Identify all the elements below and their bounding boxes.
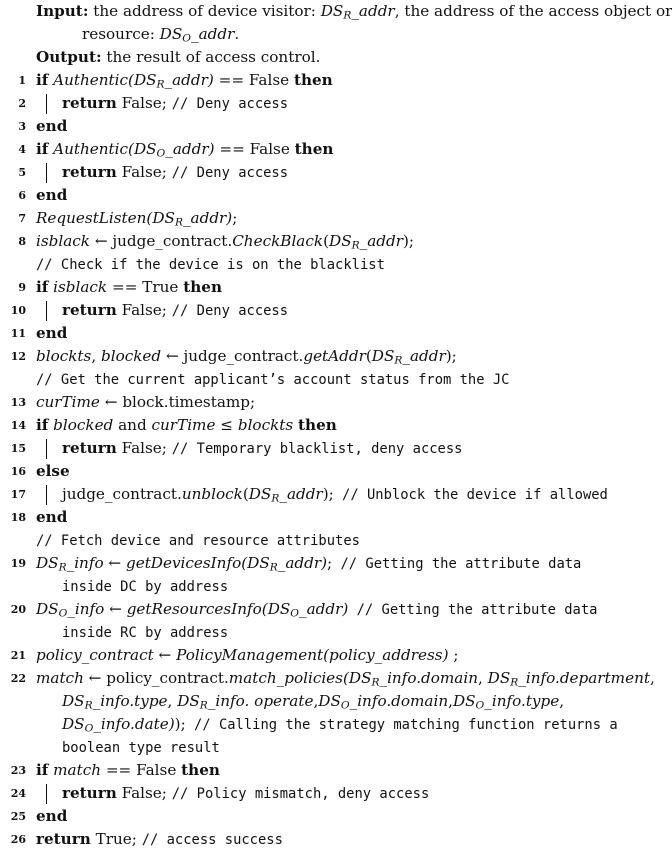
line-number: 26 bbox=[10, 833, 26, 846]
kw-and: and bbox=[118, 416, 147, 434]
expr: ← judge_contract. bbox=[161, 347, 304, 365]
comma: , bbox=[478, 669, 488, 687]
kw-if: if bbox=[36, 416, 49, 434]
output-text: the result of access control. bbox=[106, 48, 321, 66]
var-sub: R bbox=[371, 675, 380, 689]
var-tail: _addr bbox=[279, 485, 323, 503]
var-base: DS bbox=[247, 554, 270, 572]
expr: == True bbox=[107, 278, 184, 296]
var-base: DS bbox=[133, 140, 157, 158]
line-number: 19 bbox=[10, 557, 26, 570]
fn-getresourcesinfo: getResourcesInfo( bbox=[126, 600, 268, 618]
kw-if: if bbox=[36, 278, 49, 296]
algo-line-15 bbox=[0, 437, 654, 460]
line-number: 3 bbox=[18, 120, 26, 133]
var-tail: _addr) bbox=[182, 209, 233, 227]
expr: True; bbox=[90, 830, 142, 848]
algo-line-26 bbox=[0, 828, 654, 851]
input-var-sub: R bbox=[343, 8, 352, 22]
expr: ← policy_contract. bbox=[83, 669, 229, 687]
kw-return: return bbox=[36, 830, 91, 848]
expr: judge_contract. bbox=[62, 485, 182, 503]
var-tail: _addr) bbox=[165, 140, 215, 158]
var-blockts: blockts bbox=[36, 347, 92, 365]
kw-then: then bbox=[181, 761, 220, 779]
input-line bbox=[0, 0, 672, 23]
comment: // Deny access bbox=[171, 165, 289, 181]
kw-return: return bbox=[62, 784, 117, 802]
algo-line-3 bbox=[0, 115, 654, 138]
kw-then: then bbox=[293, 71, 333, 89]
algo-line-22-cont2 bbox=[0, 713, 654, 736]
var-sub: O bbox=[340, 698, 350, 712]
comment: inside DC by address bbox=[62, 579, 229, 595]
paren: ( bbox=[242, 485, 249, 503]
var-sub: R bbox=[156, 77, 165, 91]
algo-line-8 bbox=[0, 230, 654, 253]
kw-then: then bbox=[298, 416, 337, 434]
line-number: 6 bbox=[18, 189, 26, 202]
kw-else: else bbox=[36, 462, 70, 480]
var-match: match bbox=[36, 669, 84, 687]
comma: , bbox=[91, 347, 101, 365]
line-number: 17 bbox=[10, 488, 26, 501]
input-var-tail: _addr bbox=[351, 2, 395, 20]
algo-line-13 bbox=[0, 391, 654, 414]
kw-return: return bbox=[62, 301, 117, 319]
var-base: DS bbox=[348, 669, 372, 687]
fn-unblock: unblock bbox=[181, 485, 243, 503]
expr: ← block.timestamp; bbox=[99, 393, 256, 411]
kw-then: then bbox=[294, 140, 334, 158]
line-number: 20 bbox=[10, 603, 26, 616]
kw-return: return bbox=[62, 94, 117, 112]
input-var2-tail: _addr bbox=[190, 25, 235, 43]
kw-end: end bbox=[36, 186, 68, 204]
paren: ( bbox=[323, 232, 330, 250]
var-tail: _info.domain bbox=[379, 669, 479, 687]
algo-line-9 bbox=[0, 276, 654, 299]
comment: // access success bbox=[141, 832, 283, 848]
comment: // Check if the device is on the blacklist bbox=[36, 257, 385, 273]
comment: // Getting the attribute data bbox=[348, 602, 598, 618]
fn-authentic: Authentic( bbox=[53, 71, 134, 89]
algo-line-6 bbox=[0, 184, 654, 207]
kw-end: end bbox=[36, 807, 68, 825]
algo-line-20-cont bbox=[0, 621, 654, 644]
line-number: 24 bbox=[10, 787, 26, 800]
expr: False; bbox=[116, 163, 172, 181]
var-sub: R bbox=[394, 353, 403, 367]
algo-line-14 bbox=[0, 414, 654, 437]
var-sub: R bbox=[351, 238, 360, 252]
algo-line-1 bbox=[0, 69, 654, 92]
algo-line-10 bbox=[0, 299, 654, 322]
kw-end: end bbox=[36, 117, 68, 135]
line-number: 4 bbox=[18, 143, 26, 156]
line-number: 16 bbox=[10, 465, 26, 478]
line-number: 21 bbox=[10, 649, 26, 662]
kw-if: if bbox=[36, 140, 49, 158]
var-sub: R bbox=[58, 560, 67, 574]
var-base: DS bbox=[452, 692, 476, 710]
kw-end: end bbox=[36, 508, 68, 526]
line-number: 15 bbox=[10, 442, 26, 455]
input-var2: DS bbox=[159, 25, 183, 43]
kw-if: if bbox=[36, 71, 49, 89]
var-curtime: curTime bbox=[36, 393, 100, 411]
var-base: DS bbox=[267, 600, 291, 618]
var-base: DS bbox=[487, 669, 511, 687]
arrow: ← bbox=[153, 646, 177, 664]
algo-line-18-comment bbox=[0, 529, 654, 552]
kw-if: if bbox=[36, 761, 49, 779]
comment: // Unblock the device if allowed bbox=[333, 487, 608, 503]
kw-end: end bbox=[36, 324, 68, 342]
algo-line-23 bbox=[0, 759, 654, 782]
block-bar bbox=[46, 301, 47, 321]
arrow: ← bbox=[104, 600, 127, 618]
var-tail: _addr bbox=[359, 232, 403, 250]
expr: False; bbox=[116, 439, 172, 457]
line-number: 2 bbox=[18, 97, 26, 110]
var-blockts: blockts bbox=[237, 416, 294, 434]
comment: // Get the current applicant’s account status from the JC bbox=[36, 372, 510, 388]
algo-line-4 bbox=[0, 138, 654, 161]
var-policy-contract: policy_contract bbox=[36, 646, 154, 664]
line-number: 5 bbox=[18, 166, 26, 179]
var-base: DS bbox=[177, 692, 200, 710]
var-tail: _addr) bbox=[299, 600, 349, 618]
algo-line-16 bbox=[0, 460, 654, 483]
line-number: 7 bbox=[18, 212, 26, 225]
var-curtime: curTime bbox=[151, 416, 216, 434]
input-text-3: resource: bbox=[82, 25, 160, 43]
comma: , bbox=[649, 669, 655, 687]
line-number: 13 bbox=[10, 396, 26, 409]
algo-line-22-cont3 bbox=[0, 736, 654, 759]
input-text-2: , the address of the access object or bbox=[394, 2, 672, 20]
var-match: match bbox=[53, 761, 101, 779]
algo-line-8-comment bbox=[0, 253, 654, 276]
line-number: 10 bbox=[10, 304, 26, 317]
var-sub: R bbox=[199, 698, 208, 712]
fn-authentic: Authentic( bbox=[53, 140, 134, 158]
var-base: DS bbox=[248, 485, 272, 503]
var-isblack: isblack bbox=[53, 278, 108, 296]
expr: ); bbox=[174, 715, 186, 733]
var-base: DS bbox=[36, 554, 59, 572]
algo-line-12 bbox=[0, 345, 654, 368]
algo-line-22 bbox=[0, 667, 654, 690]
algo-line-5 bbox=[0, 161, 654, 184]
expr: == False bbox=[101, 761, 182, 779]
comment: // Getting the attribute data bbox=[332, 556, 582, 572]
comment: // Calling the strategy matching function returns a bbox=[185, 717, 618, 733]
kw-return: return bbox=[62, 163, 117, 181]
comma: , bbox=[313, 692, 319, 710]
var-sub: R bbox=[271, 491, 280, 505]
arrow: ← bbox=[103, 554, 126, 572]
algo-line-17 bbox=[0, 483, 654, 506]
comma: , bbox=[559, 692, 565, 710]
var-blocked: blocked bbox=[101, 347, 162, 365]
expr: ; bbox=[232, 209, 238, 227]
var-tail: _addr bbox=[402, 347, 446, 365]
expr: == False bbox=[213, 71, 294, 89]
fn-match-policies: match_policies( bbox=[228, 669, 349, 687]
var-sub: O bbox=[156, 146, 166, 160]
output-line bbox=[0, 46, 654, 69]
var-blocked: blocked bbox=[53, 416, 114, 434]
line-number: 14 bbox=[10, 419, 26, 432]
input-text: the address of device visitor: bbox=[93, 2, 321, 20]
var-base: DS bbox=[371, 347, 395, 365]
fn-getdevicesinfo: getDevicesInfo( bbox=[125, 554, 248, 572]
input-line-2 bbox=[0, 23, 654, 46]
var-tail: _info. operate bbox=[207, 692, 314, 710]
algo-line-25 bbox=[0, 805, 654, 828]
block-bar bbox=[46, 94, 47, 114]
comment: // Fetch device and resource attributes bbox=[36, 533, 360, 549]
comment: // Deny access bbox=[171, 96, 289, 112]
var-tail: _addr) bbox=[164, 71, 214, 89]
line-number: 11 bbox=[10, 327, 26, 340]
algo-line-24 bbox=[0, 782, 654, 805]
kw-return: return bbox=[62, 439, 117, 457]
algo-line-2 bbox=[0, 92, 654, 115]
algo-line-21 bbox=[0, 644, 654, 667]
var-base: DS bbox=[318, 692, 341, 710]
line-number: 1 bbox=[18, 74, 26, 87]
block-bar bbox=[46, 485, 47, 505]
var-base: DS bbox=[36, 600, 59, 618]
algo-line-19-cont bbox=[0, 575, 654, 598]
var-tail: _info.domain bbox=[349, 692, 449, 710]
comment: boolean type result bbox=[62, 740, 220, 756]
fn-request-listen: RequestListen( bbox=[36, 209, 153, 227]
algo-line-12-comment bbox=[0, 368, 654, 391]
comment: inside RC by address bbox=[62, 625, 229, 641]
comma: , bbox=[448, 692, 453, 710]
var-sub: O bbox=[58, 606, 68, 620]
algo-line-22-cont1 bbox=[0, 690, 654, 713]
input-var2-sub: O bbox=[182, 31, 191, 45]
input-text-4: . bbox=[234, 25, 240, 43]
line-number: 12 bbox=[10, 350, 26, 363]
expr: ← judge_contract. bbox=[90, 232, 233, 250]
algo-line-18 bbox=[0, 506, 654, 529]
expr: False; bbox=[116, 784, 172, 802]
var-isblack: isblack bbox=[36, 232, 90, 250]
algo-line-19 bbox=[0, 552, 654, 575]
comment: // Policy mismatch, deny access bbox=[171, 786, 430, 802]
var-base: DS bbox=[152, 209, 175, 227]
var-sub: R bbox=[174, 215, 183, 229]
line-number: 9 bbox=[18, 281, 26, 294]
var-tail: _info.type bbox=[484, 692, 560, 710]
var-tail: _info bbox=[66, 554, 104, 572]
expr: == False bbox=[214, 140, 295, 158]
var-sub: O bbox=[475, 698, 485, 712]
paren: ); bbox=[402, 232, 415, 250]
algo-line-7 bbox=[0, 207, 654, 230]
comma: , bbox=[167, 692, 178, 710]
input-var: DS bbox=[320, 2, 344, 20]
var-tail: _addr) bbox=[277, 554, 328, 572]
comment: // Deny access bbox=[171, 303, 289, 319]
block-bar bbox=[46, 439, 47, 459]
line-number: 8 bbox=[18, 235, 26, 248]
var-sub: R bbox=[84, 698, 93, 712]
algo-line-11 bbox=[0, 322, 654, 345]
paren: ( bbox=[365, 347, 372, 365]
var-tail: _info.type bbox=[92, 692, 168, 710]
paren: ); bbox=[322, 485, 334, 503]
expr: ; bbox=[327, 554, 333, 572]
leq: ≤ bbox=[215, 416, 238, 434]
algo-line-20 bbox=[0, 598, 654, 621]
var-base: DS bbox=[133, 71, 157, 89]
fn-checkblack: CheckBlack bbox=[232, 232, 324, 250]
expr: False; bbox=[116, 301, 172, 319]
expr: ; bbox=[448, 646, 459, 664]
input-label: Input: bbox=[36, 2, 89, 20]
var-sub: O bbox=[290, 606, 299, 620]
paren: ); bbox=[445, 347, 457, 365]
var-sub: R bbox=[510, 675, 519, 689]
var-sub: O bbox=[84, 721, 94, 735]
var-base: DS bbox=[62, 692, 85, 710]
kw-then: then bbox=[183, 278, 222, 296]
block-bar bbox=[46, 163, 47, 183]
line-number: 23 bbox=[10, 764, 26, 777]
var-sub: R bbox=[269, 560, 278, 574]
var-base: DS bbox=[62, 715, 85, 733]
fn-getaddr: getAddr bbox=[303, 347, 366, 365]
line-number: 25 bbox=[10, 810, 26, 823]
line-number: 18 bbox=[10, 511, 26, 524]
var-base: DS bbox=[329, 232, 352, 250]
output-label: Output: bbox=[36, 48, 102, 66]
var-tail: _info bbox=[67, 600, 105, 618]
expr: False; bbox=[116, 94, 172, 112]
comment: // Temporary blacklist, deny access bbox=[171, 441, 463, 457]
fn-policymanagement: PolicyManagement(policy_address) bbox=[176, 646, 449, 664]
block-bar bbox=[46, 784, 47, 804]
var-tail: _info.department bbox=[518, 669, 650, 687]
line-number: 22 bbox=[10, 672, 26, 685]
var-tail: _info.date) bbox=[93, 715, 175, 733]
